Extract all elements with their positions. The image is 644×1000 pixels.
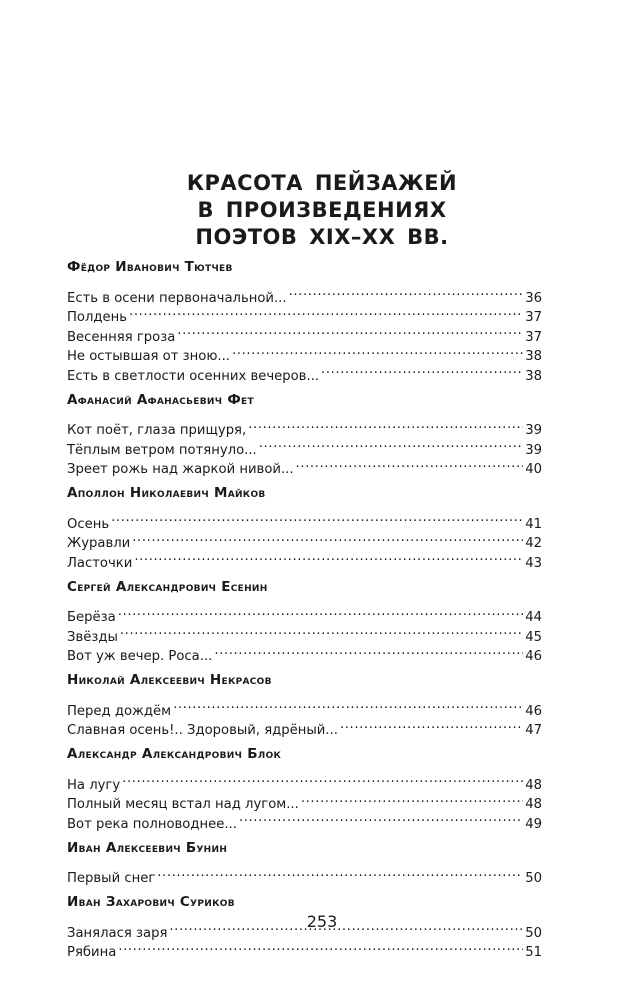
- entry-page-number: 40: [525, 462, 542, 477]
- dot-leader: [118, 937, 523, 957]
- heading-line-1: КРАСОТА ПЕЙЗАЖЕЙ: [186, 171, 458, 195]
- author-name: Александр Александрович Блок: [67, 746, 282, 762]
- poem-title: Занялася заря: [67, 925, 168, 941]
- dot-leader: [177, 321, 523, 341]
- poem-title: Зреет рожь над жаркой нивой...: [67, 462, 294, 477]
- entry-page-number: 51: [525, 945, 542, 960]
- author-name: Иван Захарович Суриков: [67, 894, 235, 910]
- table-of-contents: [67, 257, 542, 966]
- toc-section: [67, 744, 542, 832]
- entry-page-number: 47: [525, 723, 542, 738]
- toc-entry[interactable]: [67, 695, 542, 719]
- entry-page-number: 50: [525, 871, 542, 886]
- entry-page-number: 45: [525, 629, 542, 645]
- poem-title: Звёзды: [67, 629, 118, 645]
- dot-leader: [289, 282, 524, 302]
- poem-title: Вот уж вечер. Роса...: [67, 649, 213, 664]
- toc-entry[interactable]: [67, 282, 542, 306]
- dot-leader: [118, 602, 523, 622]
- entry-page-number: 37: [525, 329, 542, 345]
- entry-page-number: 41: [525, 516, 542, 532]
- poem-title: На лугу: [67, 777, 121, 793]
- toc-entry[interactable]: [67, 302, 542, 325]
- dot-leader: [259, 434, 523, 454]
- entry-page-number: 48: [525, 797, 542, 812]
- entry-page-number: 49: [525, 816, 542, 832]
- toc-entry[interactable]: [67, 321, 542, 345]
- entry-page-number: 48: [525, 777, 542, 793]
- section-heading: [0, 170, 644, 251]
- toc-entry[interactable]: [67, 641, 542, 664]
- author-name: Аполлон Николаевич Майков: [67, 485, 266, 501]
- dot-leader: [214, 641, 523, 661]
- toc-entry[interactable]: [67, 602, 542, 625]
- toc-section: [67, 838, 542, 886]
- dot-leader: [111, 508, 523, 528]
- toc-entry[interactable]: [67, 508, 542, 532]
- entry-page-number: 46: [525, 703, 542, 719]
- poem-title: Вот река полноводнее...: [67, 816, 237, 832]
- poem-title: Тёплым ветром потянуло...: [67, 442, 257, 458]
- dot-leader: [301, 789, 523, 809]
- poem-title: Осень: [67, 516, 110, 532]
- poem-title: Есть в светлости осенних вечеров...: [67, 368, 320, 384]
- author-name: Афанасий Афанасьевич Фет: [67, 391, 254, 408]
- toc-entry[interactable]: [67, 528, 542, 551]
- page-number: 253: [306, 912, 338, 931]
- toc-entry[interactable]: [67, 789, 542, 812]
- dot-leader: [134, 547, 523, 567]
- dot-leader: [296, 454, 524, 474]
- author-name: Сергей Александрович Есенин: [67, 578, 268, 595]
- dot-leader: [340, 715, 523, 735]
- dot-leader: [248, 415, 523, 435]
- poem-title: Весенняя гроза: [67, 329, 176, 345]
- poem-title: Не остывшая от зною...: [67, 349, 231, 364]
- toc-entry[interactable]: [67, 621, 542, 645]
- entry-page-number: 39: [525, 442, 542, 458]
- author-name: Николай Алексеевич Некрасов: [67, 672, 272, 688]
- entry-page-number: 38: [525, 368, 542, 384]
- author-name: Фёдор Иванович Тютчев: [67, 259, 233, 275]
- toc-section: [67, 577, 542, 664]
- poem-title: Журавли: [67, 536, 131, 551]
- heading-line-2: В ПРОИЗВЕДЕНИЯХ: [197, 198, 447, 222]
- poem-title: Перед дождём: [67, 703, 172, 719]
- entry-page-number: 38: [525, 349, 542, 364]
- toc-entry[interactable]: [67, 547, 542, 571]
- heading-line-3: ПОЭТОВ XIX–XX ВВ.: [195, 225, 449, 249]
- toc-entry[interactable]: [67, 415, 542, 438]
- toc-entry[interactable]: [67, 769, 542, 793]
- toc-entry[interactable]: [67, 937, 542, 960]
- poem-title: Рябина: [67, 945, 117, 960]
- dot-leader: [129, 302, 523, 322]
- toc-section: [67, 390, 542, 477]
- author-name: Иван Алексеевич Бунин: [67, 839, 228, 856]
- poem-title: Берёза: [67, 610, 116, 625]
- poem-title: Есть в осени первоначальной...: [67, 290, 287, 306]
- poem-title: Полный месяц встал над лугом...: [67, 797, 299, 812]
- entry-page-number: 44: [525, 610, 542, 625]
- dot-leader: [122, 769, 523, 789]
- entry-page-number: 37: [525, 310, 542, 325]
- entry-page-number: 46: [525, 649, 542, 664]
- entry-page-number: 50: [525, 925, 542, 941]
- entry-page-number: 43: [525, 555, 542, 571]
- poem-title: Первый снег: [67, 871, 156, 886]
- poem-title: Ласточки: [67, 555, 133, 571]
- entry-page-number: 39: [525, 423, 542, 438]
- toc-section: [67, 670, 542, 738]
- dot-leader: [173, 695, 523, 715]
- dot-leader: [157, 863, 523, 883]
- toc-section: [67, 483, 542, 571]
- entry-page-number: 36: [525, 290, 542, 306]
- toc-section: [67, 257, 542, 384]
- entry-page-number: 42: [525, 536, 542, 551]
- poem-title: Славная осень!.. Здоровый, ядрёный...: [67, 723, 338, 738]
- toc-entry[interactable]: [67, 863, 542, 886]
- dot-leader: [232, 341, 523, 361]
- dot-leader: [239, 808, 523, 828]
- dot-leader: [120, 621, 523, 641]
- dot-leader: [321, 360, 523, 380]
- poem-title: Кот поёт, глаза прищуря,: [67, 423, 247, 438]
- dot-leader: [132, 528, 523, 548]
- poem-title: Полдень: [67, 310, 128, 325]
